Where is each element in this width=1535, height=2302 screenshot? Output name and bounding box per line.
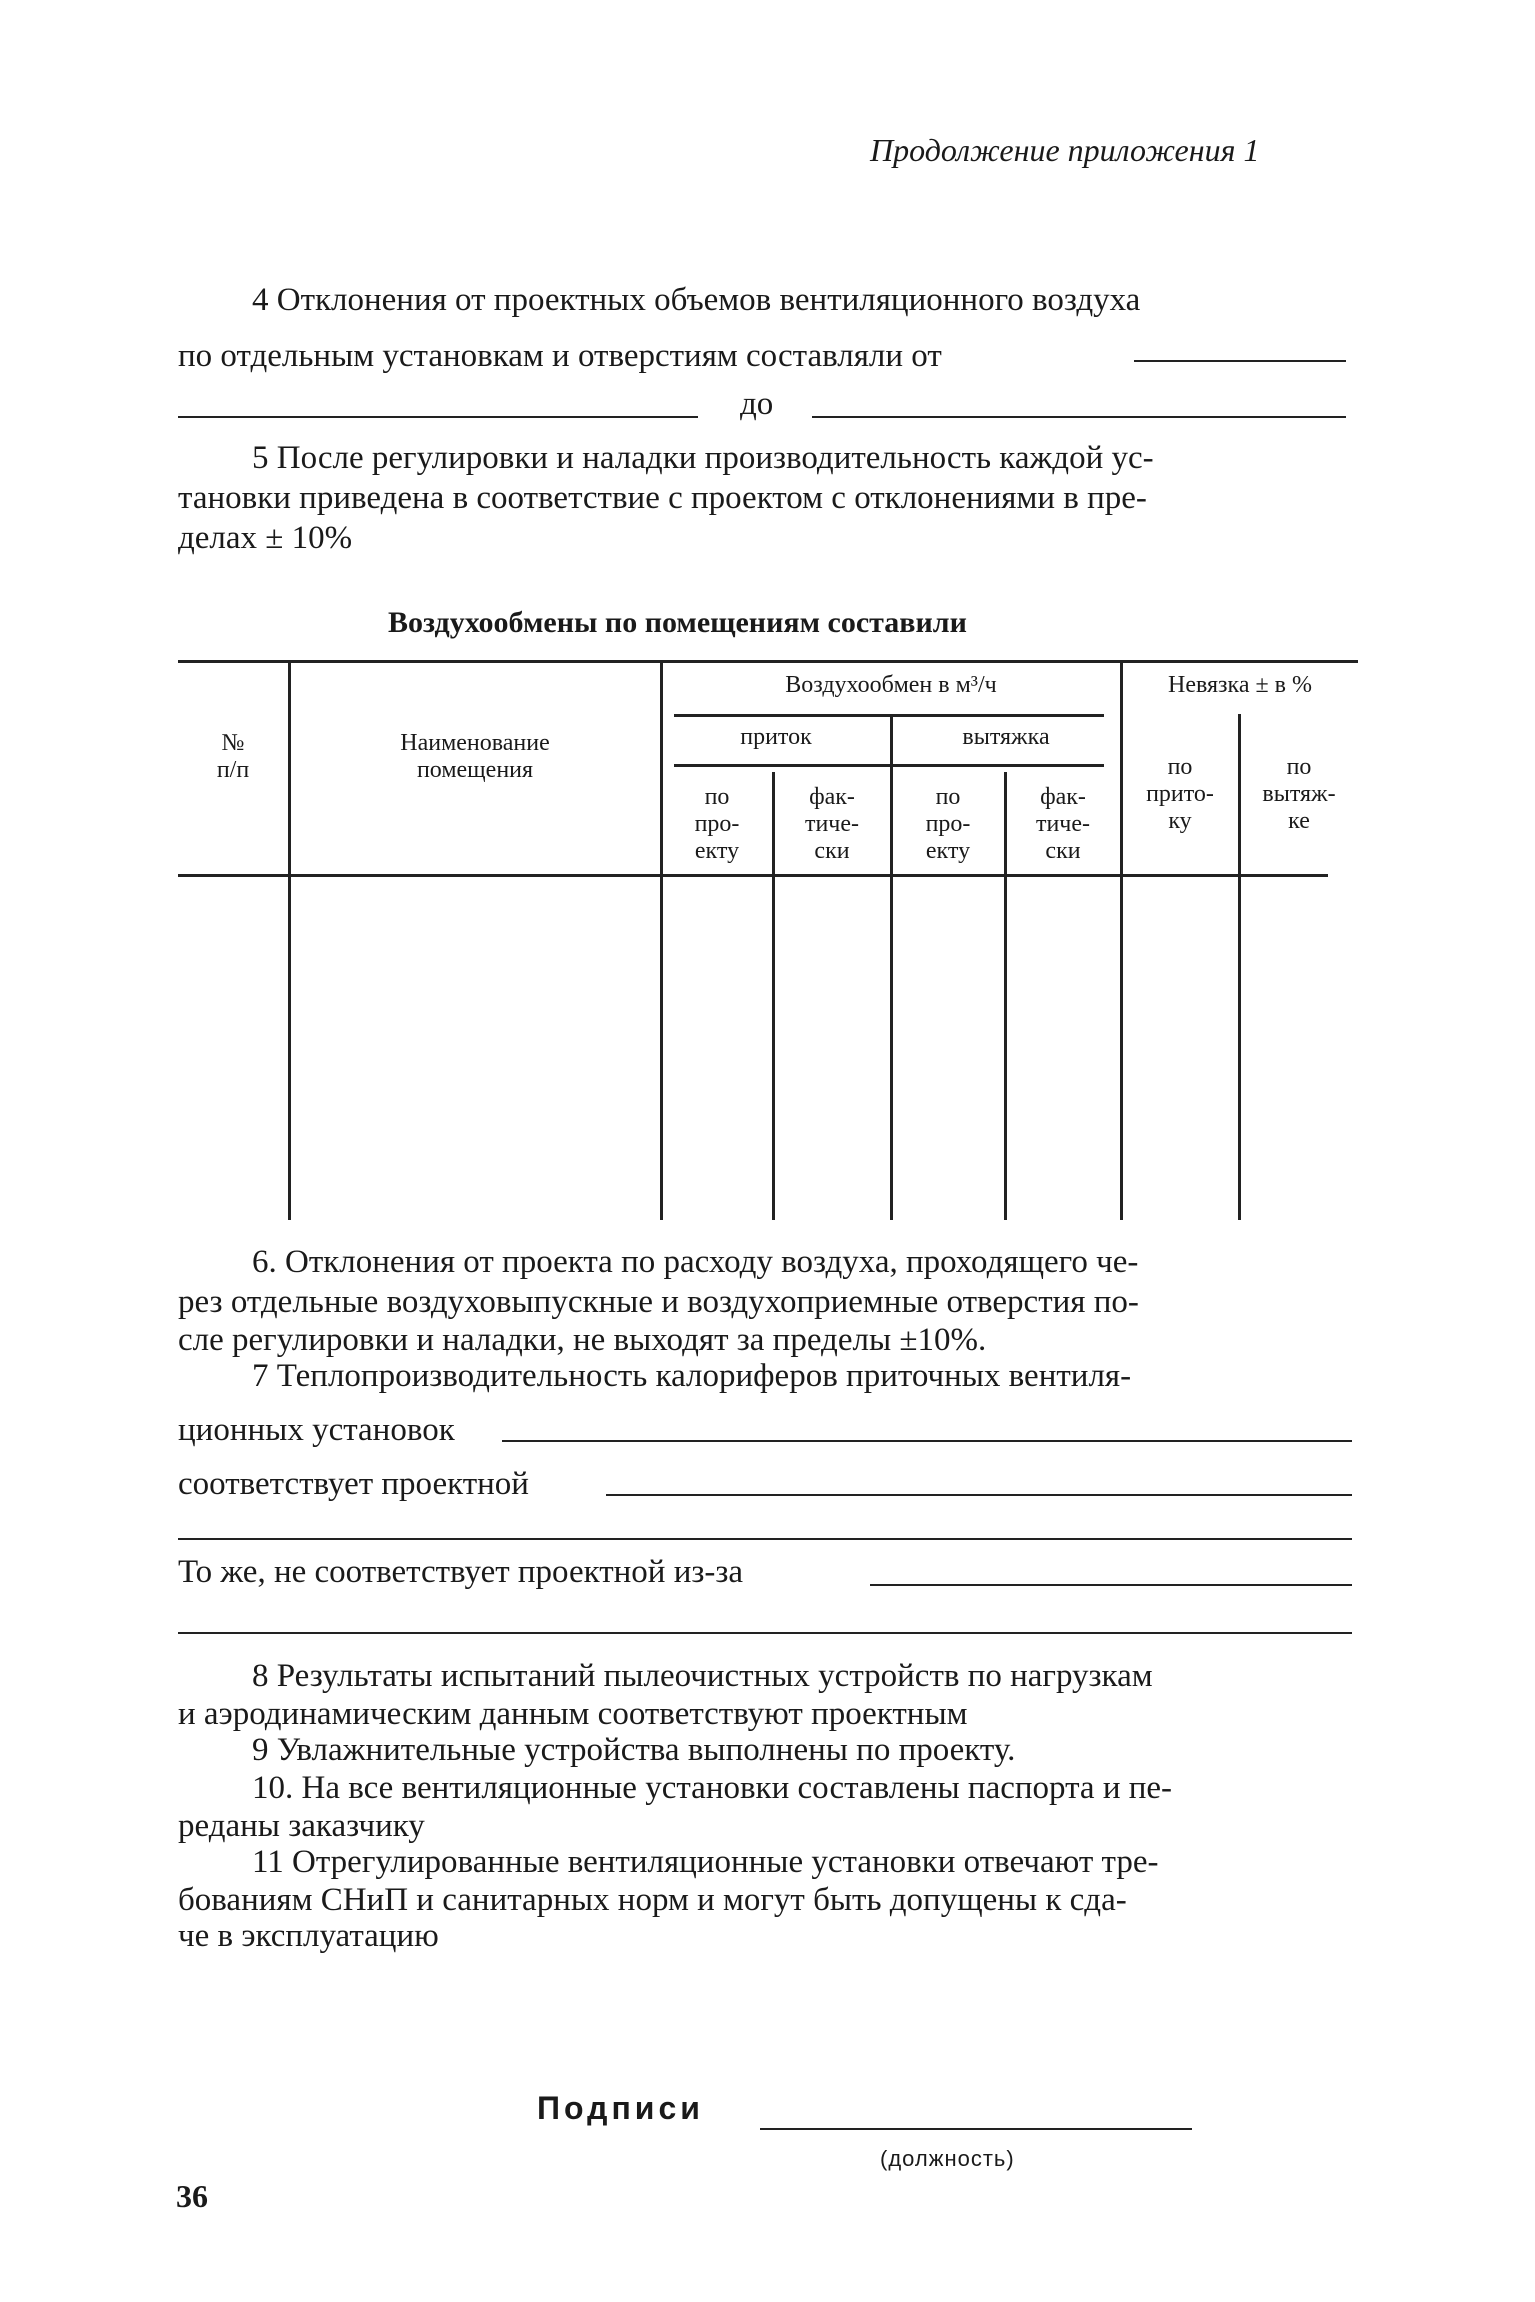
signature-line — [760, 2128, 1192, 2130]
blank-line — [502, 1440, 1352, 1442]
text-line: по — [935, 784, 961, 810]
text-line: про- — [694, 811, 740, 837]
blank-to-line — [812, 416, 1346, 418]
signature-position-caption: (должность) — [880, 2146, 1015, 2171]
supply-by-project-header — [662, 784, 772, 865]
signatures-label: Подписи — [537, 2090, 704, 2126]
col-name-header — [290, 730, 660, 784]
text-line: тиче- — [1035, 811, 1091, 837]
item-6-line-2: рез отдельные воздуховыпускные и воздухоприемные отверстия по- — [178, 1284, 1139, 1320]
supply-actual-header — [774, 784, 890, 865]
col-name-line-1: Наименование — [400, 730, 550, 756]
imbalance-group-header: Невязка ± в % — [1168, 672, 1312, 698]
air-group-rule — [674, 714, 1104, 717]
item-10-line-2: реданы заказчику — [178, 1808, 425, 1844]
exhaust-by-project-header — [892, 784, 1004, 865]
col-rule-6 — [1120, 660, 1123, 1220]
text-line: ке — [1288, 808, 1310, 834]
exhaust-actual-header — [1006, 784, 1120, 865]
item-5-line-1: 5 После регулировки и наладки производительность каждой ус- — [252, 440, 1154, 476]
text-line: ку — [1168, 808, 1192, 834]
text-line: екту — [694, 838, 740, 864]
text-line: по — [704, 784, 730, 810]
text-line: тиче- — [804, 811, 860, 837]
item-9-line-1: 9 Увлажнительные устройства выполнены по проекту. — [252, 1732, 1016, 1768]
supply-exhaust-rule — [674, 764, 1104, 767]
item-7-line-1: 7 Теплопроизводительность калориферов приточных вентиля- — [252, 1358, 1132, 1394]
blank-from-line-2 — [178, 416, 698, 418]
item-8-line-1: 8 Результаты испытаний пылеочистных устройств по нагрузкам — [252, 1658, 1153, 1694]
col-num-sign: № — [221, 730, 245, 756]
exhaust-header: вытяжка — [962, 724, 1050, 750]
page-number: 36 — [176, 2178, 208, 2214]
item-5-line-3: делах ± 10% — [178, 520, 353, 556]
item-7-line-2: ционных установок — [178, 1412, 455, 1448]
col-num-header — [178, 730, 288, 784]
supply-header: приток — [740, 724, 812, 750]
air-exchange-group-header: Воздухообмен в м³/ч — [785, 672, 997, 698]
text-line: фак- — [809, 784, 855, 810]
item-11-line-3: че в эксплуатацию — [178, 1918, 439, 1954]
table-top-rule — [178, 660, 1358, 663]
col-name-line-2: помещения — [416, 757, 534, 783]
blank-line — [606, 1494, 1352, 1496]
text-line: по — [1286, 754, 1312, 780]
item-11-line-1: 11 Отрегулированные вентиляционные установки отвечают тре- — [252, 1844, 1159, 1880]
blank-line — [178, 1538, 1352, 1540]
item-4-line-1: 4 Отклонения от проектных объемов вентиляционного воздуха — [252, 282, 1141, 318]
text-line: прито- — [1146, 781, 1214, 807]
text-line: екту — [925, 838, 971, 864]
item-5-line-2: тановки приведена в соответствие с проектом с отклонениями в пре- — [178, 480, 1147, 516]
text-line: по — [1167, 754, 1193, 780]
item-7-line-3: соответствует проектной — [178, 1466, 529, 1502]
blank-line — [870, 1584, 1352, 1586]
blank-line — [178, 1632, 1352, 1634]
item-7-line-4: То же, не соответствует проектной из-за — [178, 1554, 744, 1590]
air-exchange-table — [178, 660, 1358, 1220]
continuation-header: Продолжение приложения 1 — [870, 132, 1260, 168]
imbalance-by-supply-header — [1122, 754, 1238, 835]
table-title: Воздухообмены по помещениям составили — [388, 606, 967, 639]
text-line: вытяж- — [1262, 781, 1336, 807]
col-num-abbr: п/п — [216, 757, 250, 783]
item-4-line-2: по отдельным установкам и отверстиям составляли от — [178, 338, 942, 374]
item-10-line-1: 10. На все вентиляционные установки составлены паспорта и пе- — [252, 1770, 1173, 1806]
header-bottom-rule — [178, 874, 1328, 877]
item-8-line-2: и аэродинамическим данным соответствуют проектным — [178, 1696, 968, 1732]
text-line: фак- — [1040, 784, 1086, 810]
blank-from-line — [1134, 360, 1346, 362]
item-11-line-2: бованиям СНиП и санитарных норм и могут быть допущены к сда- — [178, 1882, 1127, 1918]
text-line: про- — [925, 811, 971, 837]
item-4-to: до — [740, 386, 774, 422]
text-line: ски — [814, 838, 850, 864]
imbalance-by-exhaust-header — [1240, 754, 1358, 835]
text-line: ски — [1045, 838, 1081, 864]
item-6-line-3: сле регулировки и наладки, не выходят за пределы ±10%. — [178, 1322, 987, 1358]
item-6-line-1: 6. Отклонения от проекта по расходу воздуха, проходящего че- — [252, 1244, 1139, 1280]
